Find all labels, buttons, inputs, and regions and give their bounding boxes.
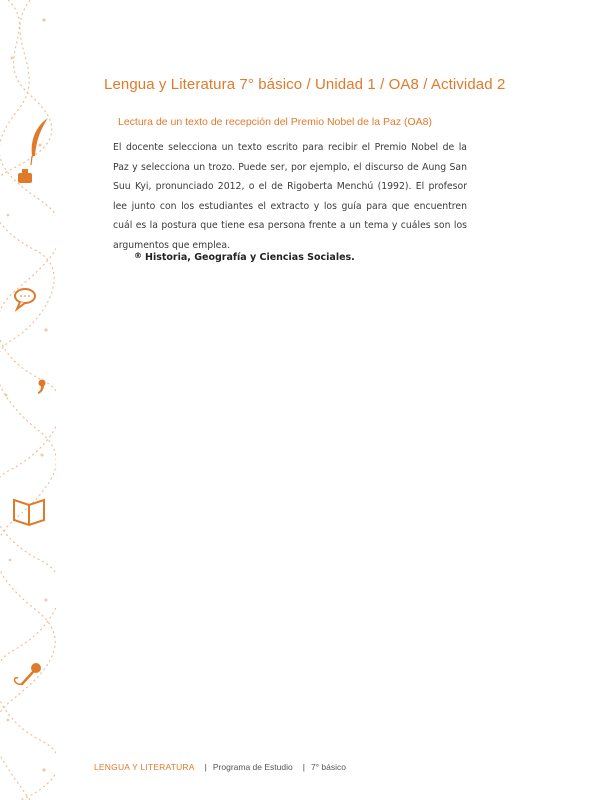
quill-pen-icon bbox=[31, 118, 48, 165]
page-title: Lengua y Literatura 7° básico / Unidad 1 / OA8 / Actividad 2 bbox=[104, 76, 506, 93]
open-book-icon bbox=[14, 500, 44, 525]
inkwell-icon bbox=[18, 169, 32, 183]
activity-subtitle: Lectura de un texto de recepción del Premio Nobel de la Paz (OA8) bbox=[118, 116, 433, 128]
footer-program: Programa de Estudio bbox=[212, 762, 293, 772]
registered-symbol: ® bbox=[134, 251, 142, 260]
microphone-icon bbox=[15, 663, 41, 684]
activity-description: El docente selecciona un texto escrito para recibir el Premio Nobel de la Paz y selecciona un trozo. Puede ser, por ejemplo, el discurso de Aung San Suu Kyi, pronunciado 2012, o el de Rigoberta Menchú (1992). El profesor lee junto con los estudiantes el extracto y los guía para que encuentren cuál es la postura que tiene esa persona frente a un tema y cuáles son los argumentos que emplea. bbox=[113, 142, 467, 251]
cross-subject-note bbox=[134, 251, 355, 263]
comma-icon bbox=[38, 380, 46, 395]
note-text: Historia, Geografía y Ciencias Sociales. bbox=[145, 252, 355, 263]
footer-separator: | bbox=[204, 762, 207, 772]
margin-decoration bbox=[0, 0, 56, 800]
page-footer bbox=[94, 762, 346, 772]
footer-grade: 7° básico bbox=[310, 762, 346, 772]
footer-separator: | bbox=[302, 762, 305, 772]
footer-brand: LENGUA Y LITERATURA bbox=[94, 762, 195, 772]
speech-bubble-icon bbox=[15, 289, 35, 309]
